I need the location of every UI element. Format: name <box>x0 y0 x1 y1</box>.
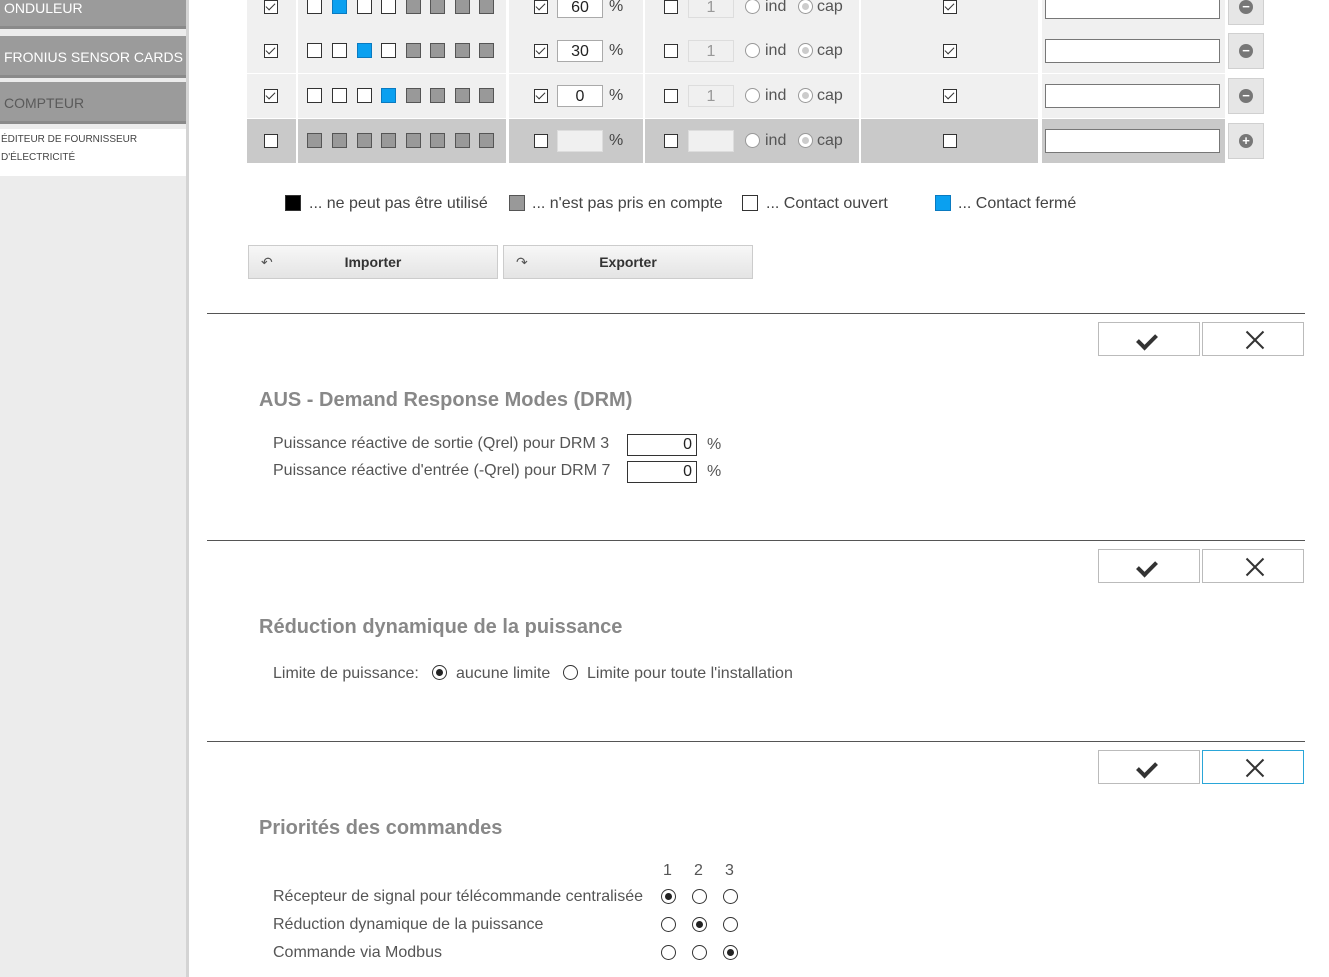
sidebar-item-onduleur[interactable]: ONDULEUR <box>0 0 188 29</box>
remove-row-button[interactable] <box>1228 33 1264 69</box>
radio-total-limit[interactable] <box>563 665 578 680</box>
import-label: Importer <box>344 254 402 270</box>
output-checkbox[interactable] <box>943 134 957 148</box>
contact-square[interactable] <box>430 43 445 58</box>
power-factor-checkbox[interactable] <box>664 89 678 103</box>
table-row <box>247 0 1267 29</box>
row-enable-checkbox[interactable] <box>264 89 278 103</box>
sidebar-item-electricity-provider-editor[interactable] <box>0 129 188 176</box>
contact-square[interactable] <box>455 88 470 103</box>
priority-row-label: Réduction dynamique de la puissance <box>273 916 544 933</box>
contact-square[interactable] <box>455 133 470 148</box>
priority-radio[interactable] <box>661 889 676 904</box>
radio-cap[interactable] <box>798 88 813 103</box>
radio-ind-label: ind <box>765 0 787 15</box>
contact-square[interactable] <box>357 133 372 148</box>
priority-radio[interactable] <box>723 945 738 960</box>
radio-ind[interactable] <box>745 88 760 103</box>
section-divider <box>207 741 1305 742</box>
confirm-button[interactable] <box>1098 322 1200 356</box>
drm7-input[interactable]: 0 <box>627 461 697 483</box>
percent-unit: % <box>609 42 624 59</box>
row-enable-checkbox[interactable] <box>264 134 278 148</box>
table-cell <box>298 29 506 73</box>
radio-cap-label: cap <box>817 0 843 15</box>
export-button[interactable] <box>503 245 753 279</box>
contact-square[interactable] <box>357 88 372 103</box>
import-button[interactable] <box>248 245 498 279</box>
minus-circle-icon: − <box>1239 0 1253 14</box>
power-percent-input[interactable]: 30 <box>557 40 603 62</box>
table-cell <box>298 0 506 29</box>
contact-square[interactable] <box>455 0 470 14</box>
contact-square[interactable] <box>406 88 421 103</box>
output-checkbox[interactable] <box>943 44 957 58</box>
plus-circle-icon: + <box>1239 134 1253 148</box>
confirm-button[interactable] <box>1098 549 1200 583</box>
priority-row-label: Commande via Modbus <box>273 944 442 961</box>
import-arrow-icon: ↶ <box>261 254 273 270</box>
power-percent-input[interactable]: 60 <box>557 0 603 18</box>
power-percent-input[interactable]: 0 <box>557 85 603 107</box>
contact-square[interactable] <box>307 133 322 148</box>
table-cell <box>298 74 506 118</box>
priority-radio[interactable] <box>692 917 707 932</box>
dynamic-section-title: Réduction dynamique de la puissance <box>259 616 623 638</box>
output-checkbox[interactable] <box>943 0 957 14</box>
priority-row-label: Récepteur de signal pour télécommande centralisée <box>273 888 643 905</box>
contact-square[interactable] <box>406 133 421 148</box>
add-row-button[interactable] <box>1228 123 1264 159</box>
radio-cap-label: cap <box>817 42 843 59</box>
legend-swatch-open <box>742 195 758 211</box>
power-factor-input[interactable] <box>688 130 734 152</box>
radio-ind[interactable] <box>745 43 760 58</box>
radio-ind-label: ind <box>765 42 787 59</box>
percent-unit: % <box>609 87 624 104</box>
priority-radio[interactable] <box>692 945 707 960</box>
radio-ind[interactable] <box>745 133 760 148</box>
radio-no-limit-label: aucune limite <box>456 665 551 682</box>
contact-square[interactable] <box>381 133 396 148</box>
contact-square[interactable] <box>406 0 421 14</box>
priority-radio[interactable] <box>661 917 676 932</box>
table-row <box>247 119 1267 163</box>
row-enable-checkbox[interactable] <box>264 0 278 14</box>
priority-radio[interactable] <box>723 917 738 932</box>
contact-square[interactable] <box>479 43 494 58</box>
cancel-button[interactable] <box>1202 322 1304 356</box>
sidebar <box>0 0 188 977</box>
priority-radio[interactable] <box>723 889 738 904</box>
drm3-input[interactable]: 0 <box>627 434 697 456</box>
power-factor-input[interactable]: 1 <box>688 40 734 62</box>
contact-square[interactable] <box>307 88 322 103</box>
contact-square[interactable] <box>479 0 494 14</box>
remove-row-button[interactable] <box>1228 78 1264 114</box>
radio-ind-label: ind <box>765 87 787 104</box>
drm7-unit: % <box>707 463 722 480</box>
legend-unusable: ... ne peut pas être utilisé <box>309 195 488 212</box>
radio-ind-label: ind <box>765 132 787 149</box>
radio-no-limit[interactable] <box>432 665 447 680</box>
table-row <box>247 74 1267 118</box>
output-checkbox[interactable] <box>943 89 957 103</box>
confirm-button[interactable] <box>1098 750 1200 784</box>
contact-square[interactable] <box>307 43 322 58</box>
drm-section-title: AUS - Demand Response Modes (DRM) <box>259 389 633 411</box>
power-factor-input[interactable]: 1 <box>688 0 734 18</box>
legend-ignored: ... n'est pas pris en compte <box>532 195 723 212</box>
drm3-label: Puissance réactive de sortie (Qrel) pour DRM 3 <box>273 435 610 452</box>
radio-total-limit-label: Limite pour toute l'installation <box>587 665 793 682</box>
priorities-section-title: Priorités des commandes <box>259 817 503 839</box>
sidebar-item-fronius-sensor-cards[interactable]: FRONIUS SENSOR CARDS <box>0 36 188 78</box>
power-factor-checkbox[interactable] <box>664 134 678 148</box>
contact-square[interactable] <box>332 0 347 14</box>
power-percent-checkbox[interactable] <box>534 44 548 58</box>
legend-swatch-closed <box>935 195 951 211</box>
sidebar-divider <box>186 0 189 977</box>
contact-square[interactable] <box>332 43 347 58</box>
power-factor-checkbox[interactable] <box>664 0 678 14</box>
power-factor-checkbox[interactable] <box>664 44 678 58</box>
remove-row-button[interactable] <box>1228 0 1264 25</box>
row-enable-checkbox[interactable] <box>264 44 278 58</box>
drm3-unit: % <box>707 436 722 453</box>
contact-square[interactable] <box>430 0 445 14</box>
minus-circle-icon: − <box>1239 44 1253 58</box>
radio-cap-label: cap <box>817 87 843 104</box>
legend-swatch-ignored <box>509 195 525 211</box>
export-label: Exporter <box>599 254 657 270</box>
contact-square[interactable] <box>381 88 396 103</box>
percent-unit: % <box>609 0 624 15</box>
table-row <box>247 29 1267 73</box>
priority-column-header: 3 <box>725 862 734 879</box>
cancel-button[interactable] <box>1202 549 1304 583</box>
row-text-input[interactable] <box>1045 129 1220 153</box>
contact-square[interactable] <box>357 0 372 14</box>
contact-square[interactable] <box>455 43 470 58</box>
contact-square[interactable] <box>381 0 396 14</box>
section-divider <box>207 313 1305 314</box>
priority-radio[interactable] <box>661 945 676 960</box>
radio-cap[interactable] <box>798 133 813 148</box>
contact-square[interactable] <box>430 88 445 103</box>
row-text-input[interactable] <box>1045 0 1220 19</box>
contact-square[interactable] <box>332 133 347 148</box>
contact-square[interactable] <box>381 43 396 58</box>
power-percent-input[interactable] <box>557 130 603 152</box>
sidebar-item-compteur[interactable]: COMPTEUR <box>0 82 188 124</box>
radio-cap[interactable] <box>798 43 813 58</box>
power-percent-checkbox[interactable] <box>534 0 548 14</box>
contact-square[interactable] <box>479 133 494 148</box>
contact-square[interactable] <box>357 43 372 58</box>
minus-circle-icon: − <box>1239 89 1253 103</box>
cancel-button[interactable] <box>1202 750 1304 784</box>
sidebar-item-label: D'ÉLECTRICITÉ <box>1 152 76 163</box>
priority-column-header: 1 <box>663 862 672 879</box>
table-cell <box>298 119 506 163</box>
legend-swatch-unusable <box>285 195 301 211</box>
radio-cap-label: cap <box>817 132 843 149</box>
power-percent-checkbox[interactable] <box>534 89 548 103</box>
power-limit-label: Limite de puissance: <box>273 665 419 682</box>
contact-square[interactable] <box>307 0 322 14</box>
contact-square[interactable] <box>332 88 347 103</box>
legend-open: ... Contact ouvert <box>766 195 888 212</box>
row-text-input[interactable] <box>1045 84 1220 108</box>
drm7-label: Puissance réactive d'entrée (-Qrel) pour DRM 7 <box>273 462 611 479</box>
power-percent-checkbox[interactable] <box>534 134 548 148</box>
sidebar-item-label: ÉDITEUR DE FOURNISSEUR <box>1 134 138 145</box>
percent-unit: % <box>609 132 624 149</box>
power-factor-input[interactable]: 1 <box>688 85 734 107</box>
row-text-input[interactable] <box>1045 39 1220 63</box>
priority-column-header: 2 <box>694 862 703 879</box>
contact-square[interactable] <box>430 133 445 148</box>
legend-closed: ... Contact fermé <box>958 195 1077 212</box>
export-arrow-icon: ↷ <box>516 254 528 270</box>
section-divider <box>207 540 1305 541</box>
contact-square[interactable] <box>406 43 421 58</box>
contact-square[interactable] <box>479 88 494 103</box>
priority-radio[interactable] <box>692 889 707 904</box>
